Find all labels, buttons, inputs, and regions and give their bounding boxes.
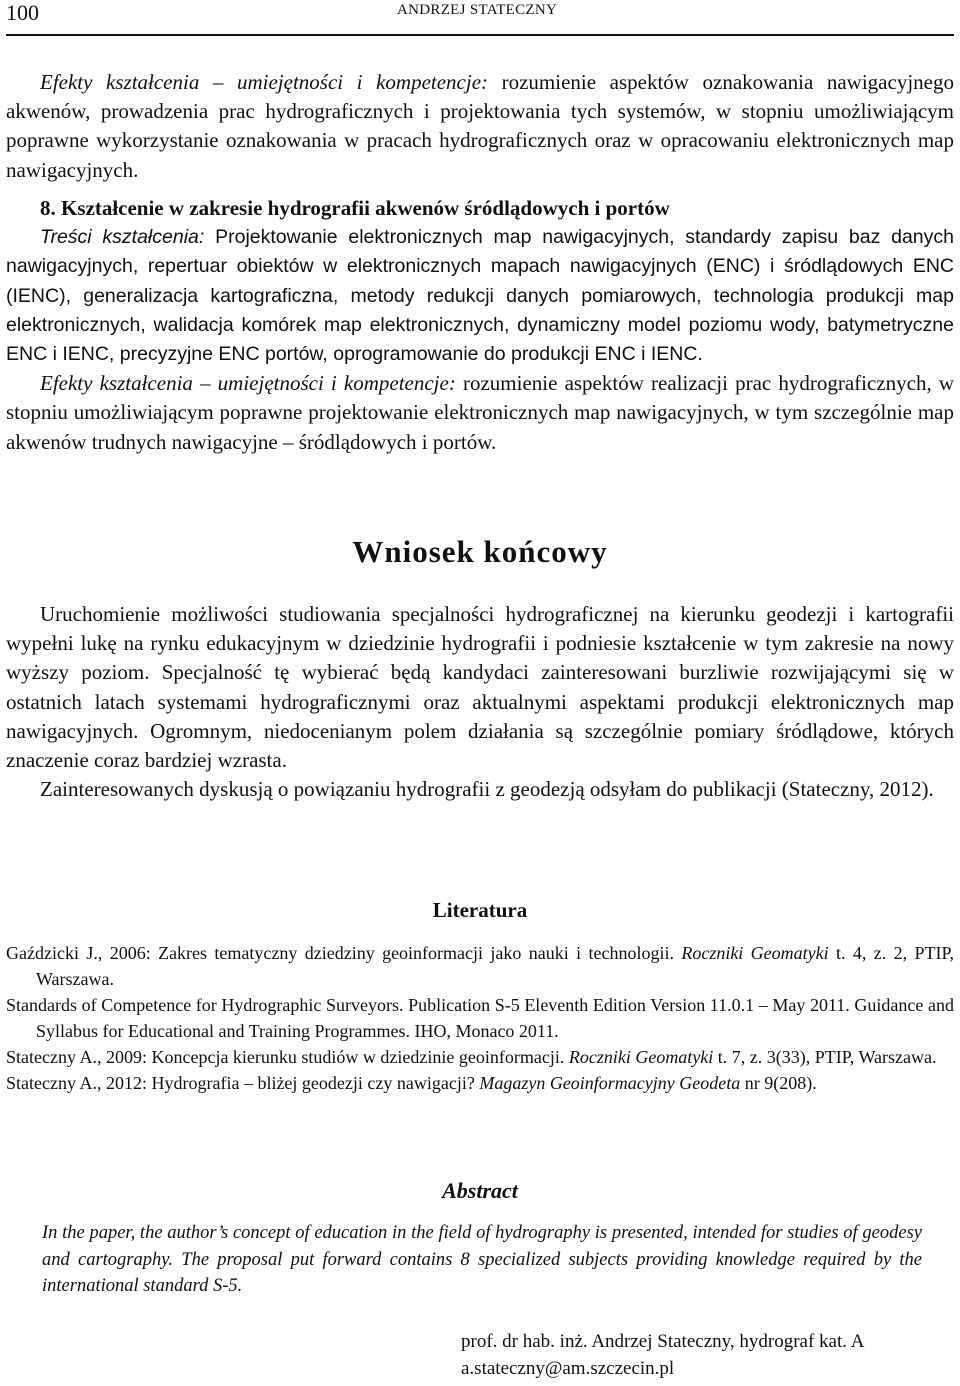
content-label: Treści kształcenia: <box>40 226 205 249</box>
author-affiliation: prof. dr hab. inż. Andrzej Stateczny, hydrograf kat. A <box>461 1331 865 1352</box>
conclusion-paragraph-2: Zainteresowanych dyskusją o powiązaniu hydrografii z geodezją odsyłam do publikacji (Stateczny, 2012). <box>40 777 934 802</box>
content-text: Projektowanie elektronicznych map nawigacyjnych, standardy zapisu baz danych nawigacyjnych, repertuar obiektów w elektronicznych mapach nawigacyjnych (ENC) i śródlądowych ENC (IENC), generalizacja kartograficzna, metody redukcji danych pomiarowych, technologia produkcji map elektronicznych, walidacja komórek map elektronicznych, dynamiczny model poziomu wody, batymetryczne ENC i IENC, precyzyjne ENC portów, oprogramowanie do produkcji ENC i IENC. <box>6 226 954 366</box>
effects-text: rozumienie aspektów realizacji prac hydrograficznych, w stopniu umożliwiającym poprawne projektowanie elektronicznych map nawigacyjnych, w tym szczególnie map akwenów trudnych nawigacyjne – śródlądowych i portów. <box>6 371 954 454</box>
effects-text: rozumienie aspektów oznakowania nawigacyjnego akwenów, prowadzenia prac hydrograficznych i projektowania tych systemów, w stopniu umożliwiającym poprawne wykorzystanie oznakowania w pracach hydrograficznych oraz w opracowaniu elektronicznych map nawigacyjnych. <box>6 70 954 182</box>
reference-item: Stateczny A., 2009: Koncepcja kierunku studiów w dziedzinie geoinformacji. Roczniki Geomatyki t. 7, z. 3(33), PTIP, Warszawa. <box>6 1047 937 1067</box>
literature-title: Literatura <box>432 898 528 922</box>
section7-effects <box>6 68 954 185</box>
conclusion-body <box>6 600 954 804</box>
page-header <box>6 0 954 36</box>
section8-heading: 8. Kształcenie w zakresie hydrografii akwenów śródlądowych i portów <box>40 196 670 220</box>
effects-label: Efekty kształcenia – umiejętności i kompetencje: <box>40 70 489 94</box>
section8 <box>6 194 954 457</box>
reference-item: Stateczny A., 2012: Hydrografia – bliżej geodezji czy nawigacji? Magazyn Geoinformacyjny Geodeta nr 9(208). <box>6 1073 817 1093</box>
abstract-title: Abstract <box>442 1178 518 1203</box>
reference-list <box>6 940 954 1096</box>
author-email[interactable]: a.stateczny@am.szczecin.pl <box>461 1358 675 1379</box>
effects-label: Efekty kształcenia – umiejętności i kompetencje: <box>40 371 456 396</box>
conclusion-title: Wniosek końcowy <box>352 534 608 569</box>
running-head: ANDRZEJ STATECZNY <box>397 2 558 18</box>
reference-item: Standards of Competence for Hydrographic Surveyors. Publication S-5 Eleventh Edition Version 11.0.1 – May 2011. Guidance and Syllabus for Educational and Training Programmes. IHO, Monaco 2011. <box>6 995 954 1041</box>
page-number: 100 <box>6 0 39 25</box>
reference-item: Gaździcki J., 2006: Zakres tematyczny dziedziny geoinformacji jako nauki i technologii. Roczniki Geomatyki t. 4, z. 2, PTIP, Warszawa. <box>6 943 954 989</box>
author-block <box>461 1328 951 1382</box>
abstract-text: In the paper, the author’s concept of education in the field of hydrography is presented, intended for studies of geodesy and cartography. The proposal put forward contains 8 specialized subjects providing knowledge required by the international standard S-5. <box>42 1223 922 1296</box>
conclusion-paragraph-1: Uruchomienie możliwości studiowania specjalności hydrograficznej na kierunku geodezji i kartografii wypełni lukę na rynku edukacyjnym w dziedzinie hydrografii i podniesie kształcenie w tym zakresie na nowy wyższy poziom. Specjalność tę wybierać będą kandydaci zainteresowani burzliwie rozwijającymi się w ostatnich latach systemami hydrograficznymi oraz aktualnymi aspektami produkcji elektronicznych map nawigacyjnych. Ogromnym, niedocenianym polem działania są szczególnie pomiary śródlądowe, których znaczenie coraz bardziej wzrasta. <box>6 602 954 773</box>
